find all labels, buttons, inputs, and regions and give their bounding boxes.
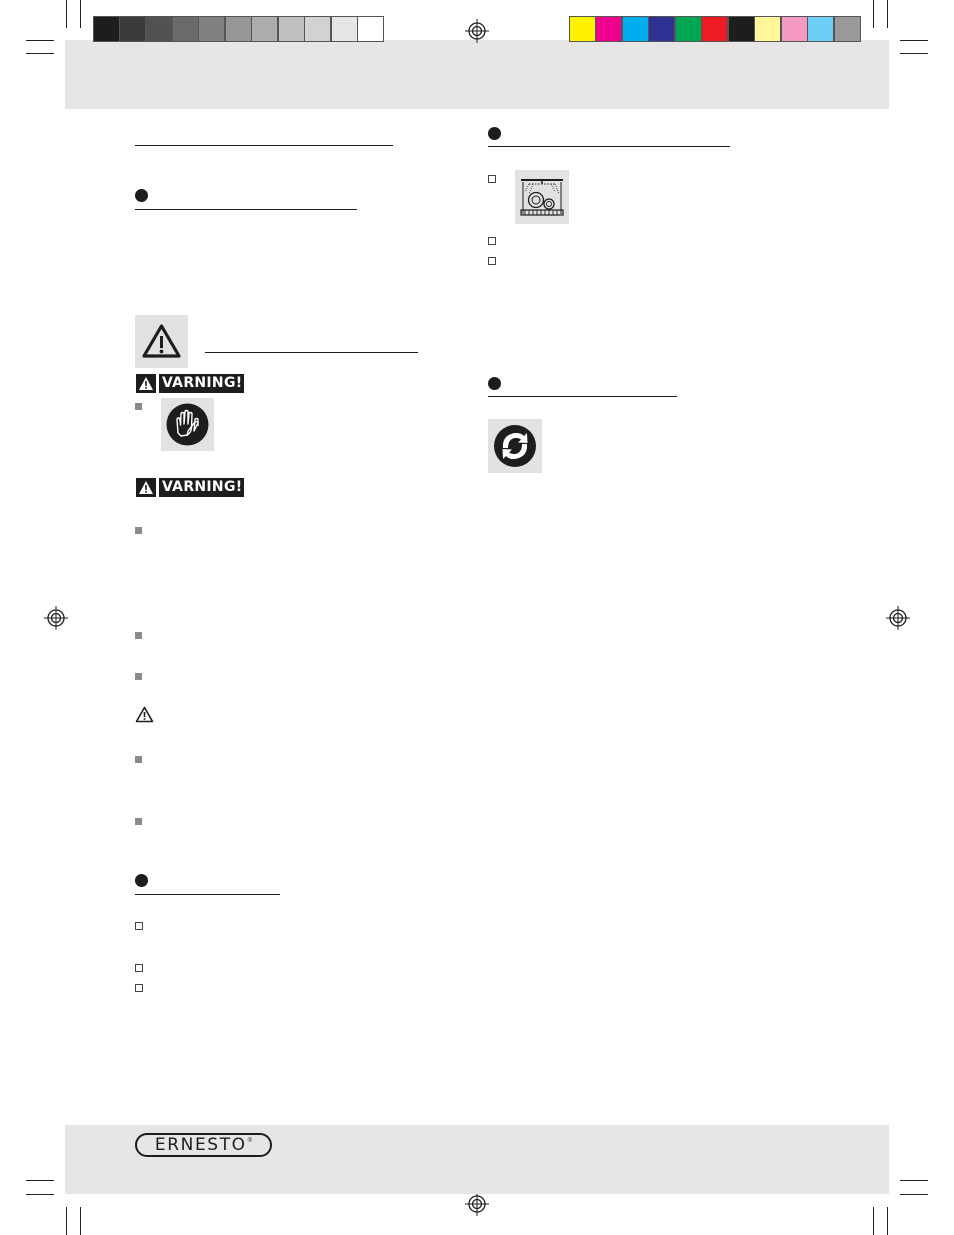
gray-swatch bbox=[145, 16, 172, 42]
crop-mark bbox=[887, 0, 888, 28]
crop-mark bbox=[900, 1194, 928, 1195]
crop-mark bbox=[26, 1180, 54, 1181]
gloves-icon-box bbox=[161, 398, 214, 451]
section-bullet bbox=[135, 874, 148, 887]
color-swatch bbox=[595, 16, 622, 42]
registration-mark-icon bbox=[465, 1192, 489, 1216]
gray-swatch bbox=[304, 16, 331, 42]
color-swatch bbox=[675, 16, 702, 42]
gray-swatch bbox=[93, 16, 120, 42]
gray-swatch bbox=[225, 16, 252, 42]
crop-mark bbox=[873, 0, 874, 28]
crop-mark bbox=[26, 1194, 54, 1195]
section-bullet bbox=[488, 377, 501, 390]
crop-mark bbox=[80, 1207, 81, 1235]
checkbox-bullet bbox=[135, 984, 143, 992]
list-bullet bbox=[135, 403, 142, 410]
recycling-icon-box bbox=[488, 419, 542, 473]
checkbox-bullet bbox=[488, 257, 496, 265]
crop-mark bbox=[66, 1207, 67, 1235]
crop-mark bbox=[26, 40, 54, 41]
protective-gloves-icon bbox=[161, 398, 214, 451]
color-swatch bbox=[807, 16, 834, 42]
color-swatch bbox=[701, 16, 728, 42]
gray-swatch bbox=[119, 16, 146, 42]
section-bullet bbox=[488, 127, 501, 140]
color-swatch bbox=[754, 16, 781, 42]
checkbox-bullet bbox=[488, 237, 496, 245]
safety-heading-rule bbox=[205, 352, 418, 353]
color-swatch bbox=[834, 16, 861, 42]
section-heading-rule bbox=[488, 396, 677, 397]
dishwasher-icon-box bbox=[515, 170, 569, 224]
crop-mark bbox=[900, 1180, 928, 1181]
color-swatch bbox=[781, 16, 808, 42]
crop-mark bbox=[873, 1207, 874, 1235]
caution-triangle-icon bbox=[135, 706, 154, 723]
brand-logo-text: ERNESTO bbox=[154, 1135, 247, 1155]
list-bullet bbox=[135, 673, 142, 680]
warning-icon-box bbox=[135, 315, 188, 368]
list-bullet bbox=[135, 632, 142, 639]
header-band bbox=[65, 40, 889, 109]
warning-label: VARNING! bbox=[159, 478, 244, 497]
gray-swatch bbox=[357, 16, 384, 42]
list-bullet bbox=[135, 527, 142, 534]
crop-mark bbox=[900, 53, 928, 54]
gray-swatch bbox=[278, 16, 305, 42]
registration-mark-icon bbox=[886, 606, 910, 630]
warning-small-icon bbox=[136, 478, 156, 497]
section-heading-rule bbox=[135, 209, 357, 210]
warning-badge bbox=[136, 478, 244, 497]
section-heading-rule bbox=[488, 146, 730, 147]
registration-mark-icon bbox=[44, 606, 68, 630]
color-swatch bbox=[728, 16, 755, 42]
checkbox-bullet bbox=[135, 964, 143, 972]
warning-label: VARNING! bbox=[159, 374, 244, 393]
checkbox-bullet bbox=[135, 922, 143, 930]
warning-triangle-icon bbox=[135, 315, 188, 368]
crop-mark bbox=[80, 0, 81, 28]
gray-swatch bbox=[251, 16, 278, 42]
list-bullet bbox=[135, 818, 142, 825]
registration-mark-icon bbox=[465, 19, 489, 43]
crop-mark bbox=[66, 0, 67, 28]
checkbox-bullet bbox=[488, 175, 496, 183]
color-swatch bbox=[622, 16, 649, 42]
green-dot-recycling-icon bbox=[488, 419, 542, 473]
section-heading-rule bbox=[135, 894, 280, 895]
section-bullet bbox=[135, 189, 148, 202]
color-swatch bbox=[569, 16, 596, 42]
gray-swatch bbox=[198, 16, 225, 42]
gray-swatch bbox=[172, 16, 199, 42]
crop-mark bbox=[887, 1207, 888, 1235]
gray-swatch bbox=[331, 16, 358, 42]
warning-small-icon bbox=[136, 374, 156, 393]
color-swatch bbox=[648, 16, 675, 42]
trademark-mark: ® bbox=[247, 1138, 253, 1144]
crop-mark bbox=[900, 40, 928, 41]
brand-logo bbox=[135, 1133, 272, 1157]
warning-badge bbox=[136, 374, 244, 393]
list-bullet bbox=[135, 756, 142, 763]
crop-mark bbox=[26, 53, 54, 54]
dishwasher-safe-icon bbox=[515, 170, 569, 224]
page-title-rule bbox=[135, 145, 393, 146]
